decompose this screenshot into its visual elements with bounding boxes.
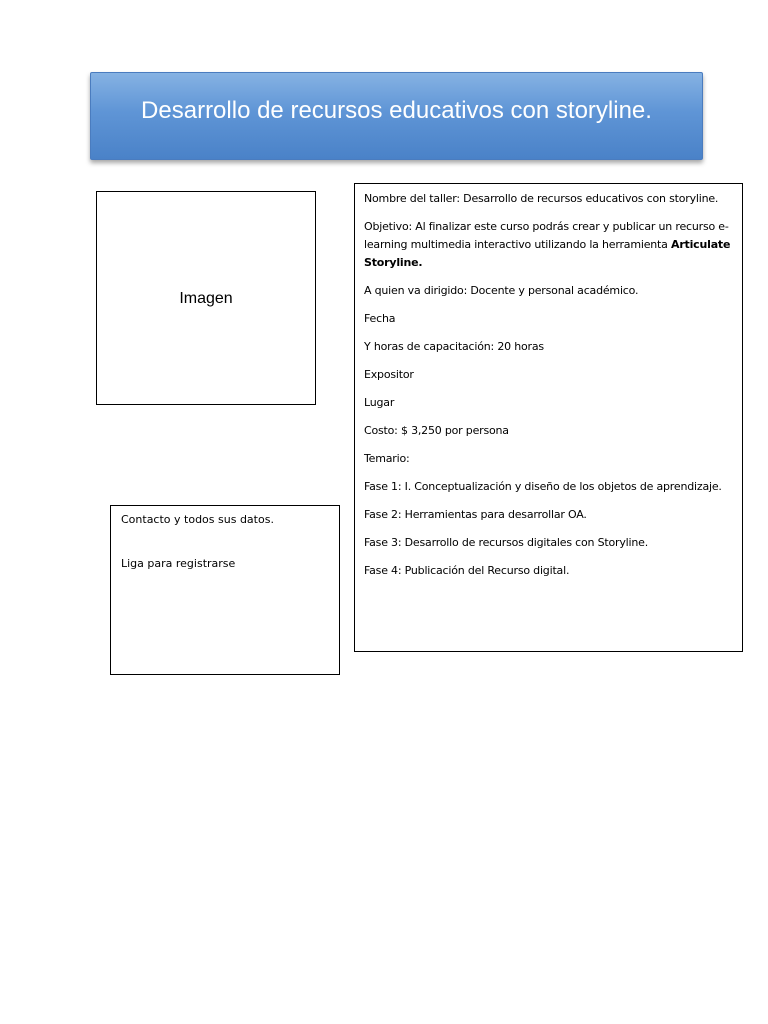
phase-4: Fase 4: Publicación del Recurso digital. (364, 564, 570, 577)
training-hours: Y horas de capacitación: 20 horas (364, 340, 544, 353)
registration-link-text: Liga para registrarse (121, 557, 236, 570)
location-label: Lugar (364, 396, 395, 409)
speaker-label: Expositor (364, 368, 414, 381)
contact-details-text: Contacto y todos sus datos. (121, 513, 274, 526)
cost: Costo: $ 3,250 por persona (364, 424, 509, 437)
objective-tool-name: Articulate Storyline. (364, 238, 731, 269)
contact-box (110, 505, 340, 675)
workshop-objective (364, 218, 734, 272)
objective-text: Objetivo: Al finalizar este curso podrás crear y publicar un recurso e-learning multimedia interactivo utilizando la herramienta (364, 220, 729, 251)
target-audience: A quien va dirigido: Docente y personal académico. (364, 284, 639, 297)
phase-2: Fase 2: Herramientas para desarrollar OA. (364, 508, 587, 521)
phase-3: Fase 3: Desarrollo de recursos digitales con Storyline. (364, 536, 649, 549)
image-placeholder (96, 191, 316, 405)
date-label: Fecha (364, 312, 396, 325)
phase-1: Fase 1: I. Conceptualización y diseño de los objetos de aprendizaje. (364, 480, 722, 493)
workshop-info-box (354, 183, 743, 652)
workshop-name: Nombre del taller: Desarrollo de recursos educativos con storyline. (364, 192, 719, 205)
spacer (121, 527, 329, 557)
syllabus-label: Temario: (364, 452, 410, 465)
page-title: Desarrollo de recursos educativos con storyline. (141, 97, 652, 124)
title-banner (90, 72, 703, 160)
image-placeholder-label: Imagen (179, 290, 233, 307)
